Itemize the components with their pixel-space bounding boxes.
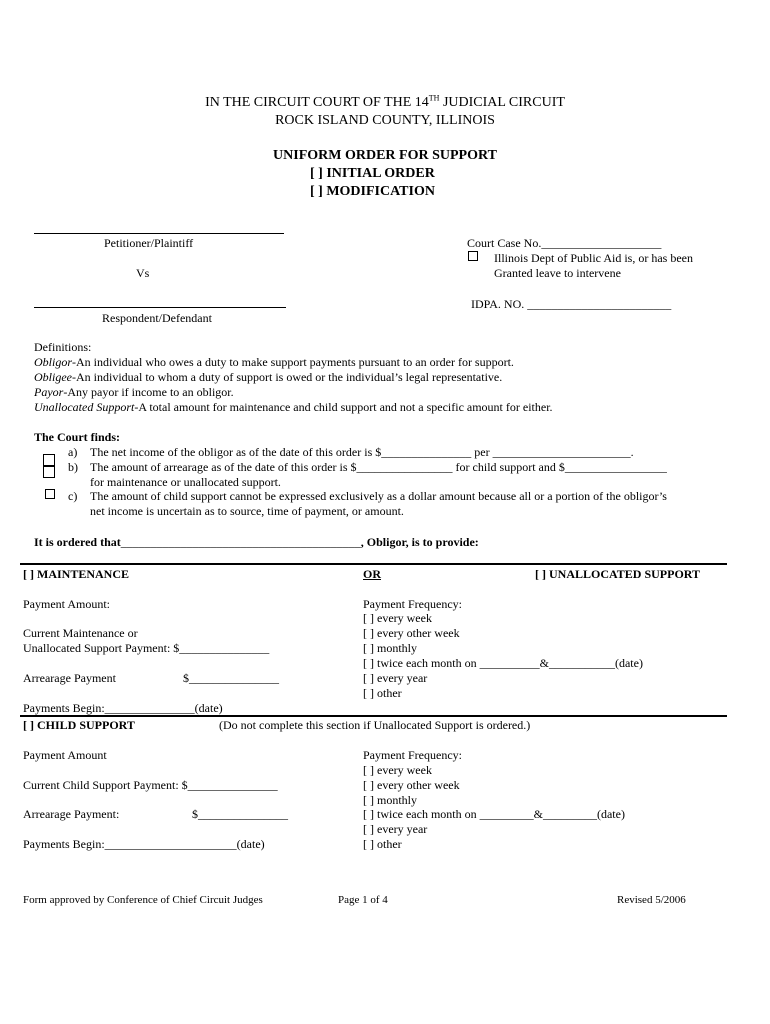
- idpa-checkbox[interactable]: [468, 251, 478, 261]
- county: ROCK ISLAND COUNTY, ILLINOIS: [275, 113, 495, 128]
- court-line-suffix: JUDICIAL CIRCUIT: [439, 95, 565, 110]
- child-current-payment[interactable]: Current Child Support Payment: $_______________: [23, 778, 278, 792]
- definition-term: Obligee: [34, 370, 72, 384]
- petitioner-signature-line[interactable]: [34, 233, 284, 234]
- maintenance-freq-twice-month[interactable]: [ ] twice each month on __________&___________(date): [363, 656, 643, 670]
- maintenance-payment-amount-label: Payment Amount:: [23, 597, 110, 611]
- maintenance-freq-every-week[interactable]: [ ] every week: [363, 611, 432, 625]
- obligor-name-field[interactable]: ________________________________________: [120, 535, 361, 549]
- maintenance-current-payment[interactable]: Unallocated Support Payment: $_______________: [23, 641, 270, 655]
- definition-text: -An individual to whom a duty of support is owed or the individual’s legal representative.: [72, 370, 503, 384]
- finding-a-label: a): [68, 445, 78, 459]
- form-title: UNIFORM ORDER FOR SUPPORT: [273, 148, 497, 163]
- respondent-label: Respondent/Defendant: [102, 311, 212, 325]
- idpa-text-line2: Granted leave to intervene: [494, 266, 621, 280]
- maintenance-arrearage-field[interactable]: $_______________: [183, 671, 279, 685]
- finding-c-checkbox[interactable]: [45, 489, 55, 499]
- unallocated-support-option[interactable]: [ ] UNALLOCATED SUPPORT: [535, 567, 701, 581]
- ordered-tail: , Obligor, is to provide:: [360, 535, 479, 549]
- ordered-statement: [34, 535, 479, 550]
- definition-term: Unallocated Support: [34, 400, 135, 414]
- child-support-option[interactable]: [ ] CHILD SUPPORT: [23, 718, 135, 732]
- section-divider-middle: [20, 715, 727, 717]
- maintenance-freq-every-other-week[interactable]: [ ] every other week: [363, 626, 460, 640]
- section-divider-top: [20, 563, 727, 565]
- child-freq-every-other-week[interactable]: [ ] every other week: [363, 778, 460, 792]
- definition-text: -Any payor if income to an obligor.: [63, 385, 234, 399]
- child-arrearage-label: Arrearage Payment:: [23, 807, 120, 821]
- child-support-note: (Do not complete this section if Unallocated Support is ordered.): [219, 718, 531, 732]
- ordered-lead: It is ordered that: [34, 535, 121, 549]
- court-line-sup: TH: [428, 93, 440, 103]
- maintenance-current-label: Current Maintenance or: [23, 626, 138, 640]
- footer-approved: Form approved by Conference of Chief Circuit Judges: [23, 894, 263, 906]
- court-title: [0, 94, 770, 112]
- finding-a-text[interactable]: The net income of the obligor as of the date of this order is $_______________ per _______________________.: [90, 445, 634, 459]
- definition-payor: [34, 385, 234, 400]
- definition-obligor: [34, 355, 514, 370]
- court-case-number[interactable]: Court Case No.____________________: [467, 236, 662, 250]
- maintenance-freq-every-year[interactable]: [ ] every year: [363, 671, 428, 685]
- finding-c-text2: net income is uncertain as to source, time of payment, or amount.: [90, 504, 404, 518]
- option-modification[interactable]: [ ] MODIFICATION: [310, 184, 435, 199]
- child-arrearage-field[interactable]: $_______________: [192, 807, 288, 821]
- definition-obligee: [34, 370, 502, 385]
- definition-text: -A total amount for maintenance and child support and not a specific amount for either.: [134, 400, 553, 414]
- maintenance-payments-begin[interactable]: Payments Begin:_______________(date): [23, 701, 223, 715]
- child-freq-every-week[interactable]: [ ] every week: [363, 763, 432, 777]
- maintenance-option[interactable]: [ ] MAINTENANCE: [23, 567, 129, 581]
- petitioner-label: Petitioner/Plaintiff: [104, 236, 194, 250]
- finding-c-label: c): [68, 489, 78, 503]
- definition-unallocated: [34, 400, 553, 415]
- court-line-prefix: IN THE CIRCUIT COURT OF THE 14: [205, 95, 429, 110]
- child-freq-monthly[interactable]: [ ] monthly: [363, 793, 417, 807]
- finding-b-text[interactable]: The amount of arrearage as of the date of this order is $________________ for child support and $_________________: [90, 460, 667, 474]
- idpa-number[interactable]: IDPA. NO. ________________________: [471, 297, 672, 311]
- footer-revised: Revised 5/2006: [617, 894, 686, 906]
- child-payment-amount-label: Payment Amount: [23, 748, 107, 762]
- child-freq-other[interactable]: [ ] other: [363, 837, 402, 851]
- idpa-text-line1: Illinois Dept of Public Aid is, or has been: [494, 251, 693, 265]
- court-finds-heading: The Court finds:: [34, 430, 121, 444]
- child-frequency-heading: Payment Frequency:: [363, 748, 462, 762]
- respondent-signature-line[interactable]: [34, 307, 286, 308]
- or-label: OR: [363, 567, 381, 581]
- definitions-heading: Definitions:: [34, 340, 92, 354]
- finding-b-text2: for maintenance or unallocated support.: [90, 475, 281, 489]
- finding-b-checkbox[interactable]: [43, 466, 55, 478]
- definition-term: Payor: [34, 385, 64, 399]
- option-initial-order[interactable]: [ ] INITIAL ORDER: [310, 166, 435, 181]
- finding-c-text: The amount of child support cannot be expressed exclusively as a dollar amount because all or a portion of the obligor’s: [90, 489, 667, 503]
- maintenance-freq-monthly[interactable]: [ ] monthly: [363, 641, 417, 655]
- definition-text: -An individual who owes a duty to make support payments pursuant to an order for support.: [72, 355, 514, 369]
- finding-b-label: b): [68, 460, 78, 474]
- child-freq-twice-month[interactable]: [ ] twice each month on _________&_________(date): [363, 807, 625, 821]
- maintenance-frequency-heading: Payment Frequency:: [363, 597, 462, 611]
- maintenance-arrearage-label: Arrearage Payment: [23, 671, 116, 685]
- finding-a-checkbox[interactable]: [43, 454, 55, 466]
- child-payments-begin[interactable]: Payments Begin:______________________(date): [23, 837, 265, 851]
- maintenance-freq-other[interactable]: [ ] other: [363, 686, 402, 700]
- footer-page-number: Page 1 of 4: [338, 894, 388, 906]
- vs-label: Vs: [136, 266, 150, 280]
- child-freq-every-year[interactable]: [ ] every year: [363, 822, 428, 836]
- definition-term: Obligor: [34, 355, 73, 369]
